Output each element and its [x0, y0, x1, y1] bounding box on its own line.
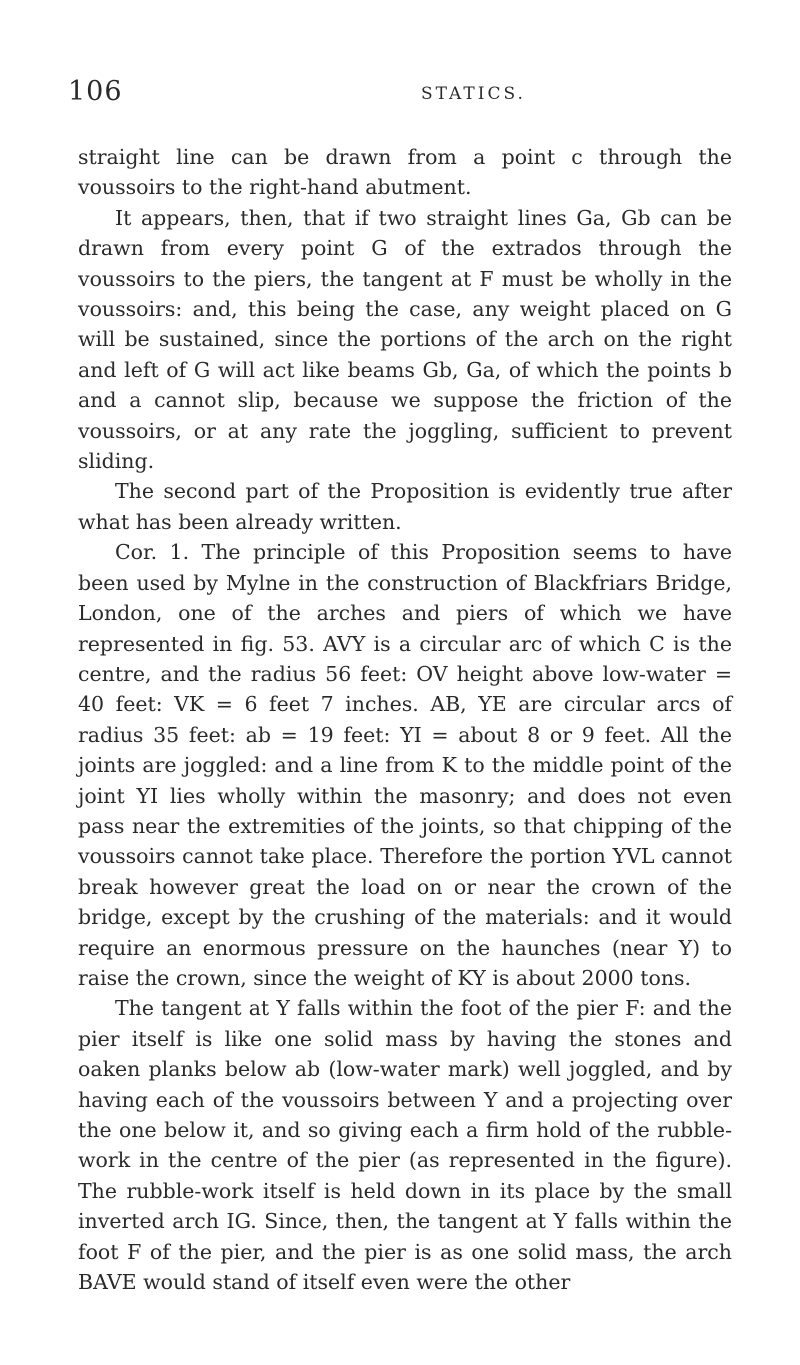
- body-text: [78, 142, 732, 1297]
- paragraph-extrados: It appears, then, that if two straight lines Ga, Gb can be drawn from every point G of the extrados through the voussoirs to the piers, the tangent at F must be wholly in the voussoirs: and, this being the case, any weight placed on G will be sustained, since the portions of the arch on the right and left of G will act like beams Gb, Ga, of which the points b and a cannot slip, because we suppose the friction of the voussoirs, or at any rate the joggling, sufficient to prevent sliding.: [78, 205, 732, 474]
- paragraph-tangent: The tangent at Y falls within the foot of the pier F: and the pier itself is like one solid mass by having the stones and oaken planks below ab (low-water mark) well joggled, and by having each of the voussoirs between Y and a projecting over the one below it, and so giving each a firm hold of the rubble-work in the centre of the pier (as represented in the figure). The rubble-work itself is held down in its place by the small inverted arch IG. Since, then, the tangent at Y falls within the foot F of the pier, and the pier is as one solid mass, the arch BAVE would stand of itself even were the other: [78, 996, 732, 1295]
- paragraph-second-part: The second part of the Proposition is evidently true after what has been already written.: [78, 479, 732, 534]
- paragraph-corollary-1: Cor. 1. The principle of this Proposition seems to have been used by Mylne in the construction of Blackfriars Bridge, London, one of the arches and piers of which we have represented in fig. 53. AVY is a circular arc of which C is the centre, and the radius 56 feet: OV height above low-water = 40 feet: VK = 6 feet 7 inches. AB, YE are circular arcs of radius 35 feet: ab = 19 feet: YI = about 8 or 9 feet. All the joints are joggled: and a line from K to the middle point of the joint YI lies wholly within the masonry; and does not even pass near the extremities of the joints, so that chipping of the voussoirs cannot take place. Therefore the portion YVL cannot break however great the load on or near the crown of the bridge, except by the crushing of the materials: and it would require an enormous pressure on the haunches (near Y) to raise the crown, since the weight of KY is about 2000 tons.: [78, 540, 732, 990]
- running-title: STATICS.: [421, 84, 526, 104]
- page-number: 106: [68, 76, 123, 107]
- paragraph-continued: straight line can be drawn from a point c through the voussoirs to the right-hand abutment.: [78, 145, 732, 200]
- page-header: [68, 76, 732, 116]
